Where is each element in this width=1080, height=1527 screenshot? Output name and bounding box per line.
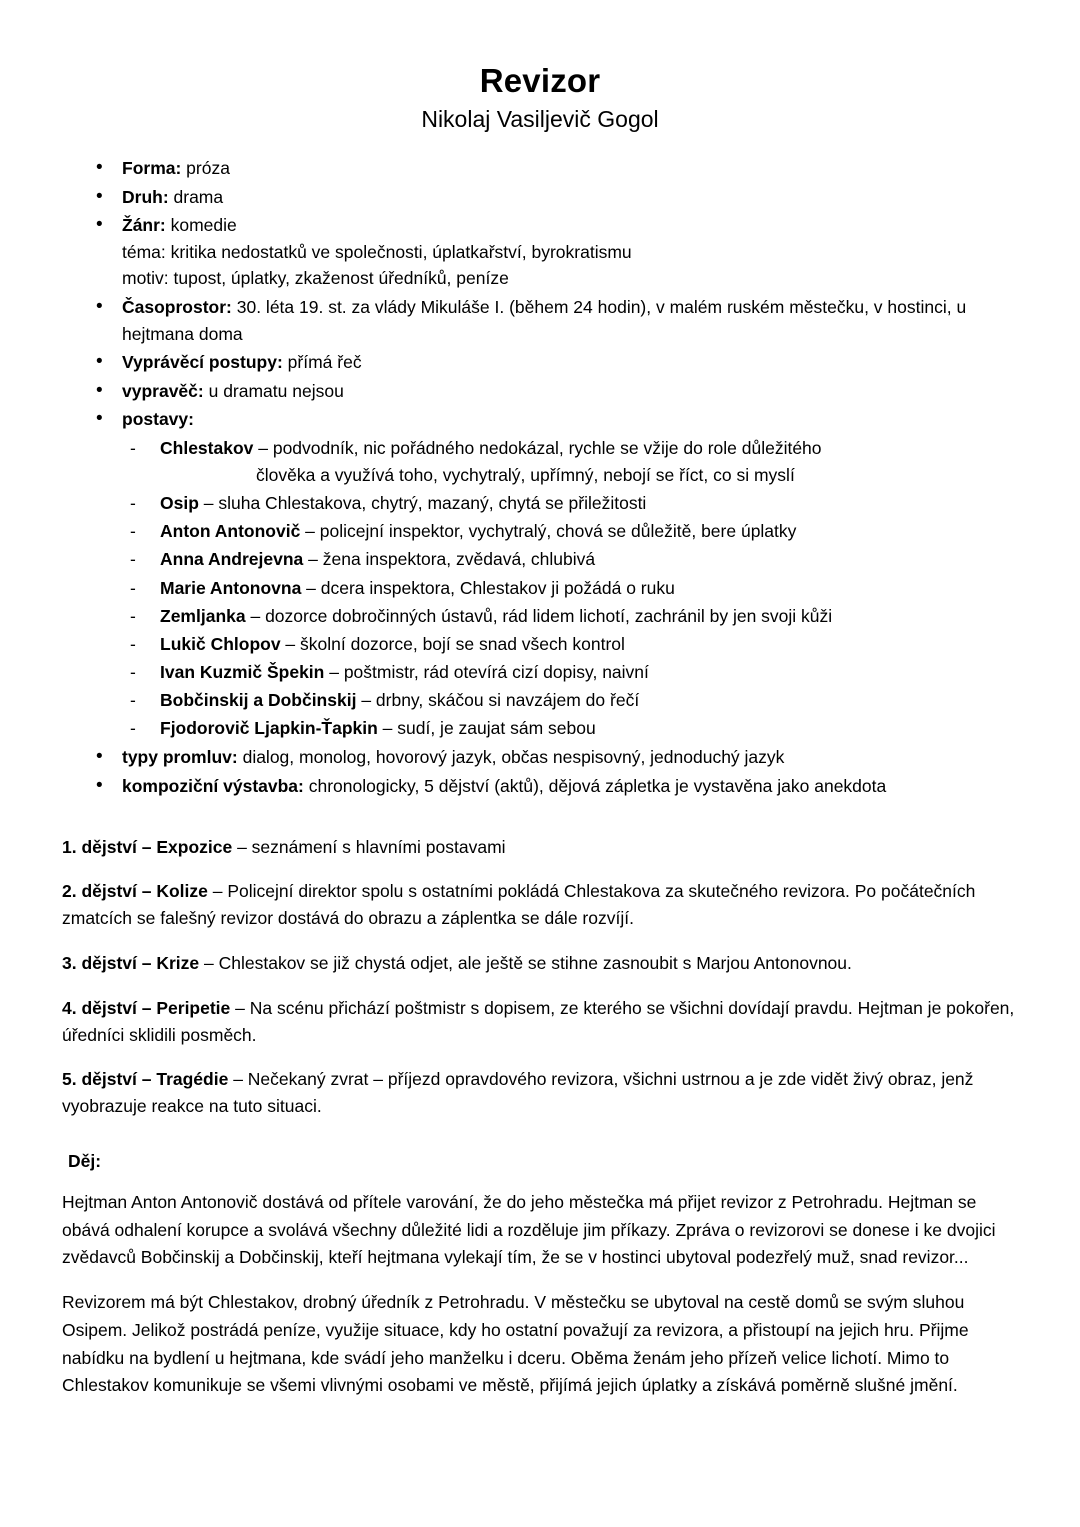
list-item	[62, 378, 1018, 405]
act-title: 5. dějství – Tragédie	[62, 1069, 229, 1090]
attribute-value: dialog, monolog, hovorový jazyk, občas nespisovný, jednoduchý jazyk	[237, 747, 785, 768]
character-name: Lukič Chlopov	[160, 633, 281, 654]
list-item	[62, 744, 1018, 771]
attributes-list	[62, 155, 1018, 800]
character-desc: – sluha Chlestakova, chytrý, mazaný, chytá se přiležitosti	[198, 493, 647, 514]
act-text: – Nečekaný zvrat – příjezd opravdového revizora, všichni ustrnou a je zde vidět živý obraz, jenž vyobrazuje reakce na tuto situaci.	[62, 1069, 974, 1117]
act-text: – Policejní direktor spolu s ostatními pokládá Chlestakova za skutečného revizora. Po počátečních zmatcích se falešný revizor dostává do obrazu a záplentka se dále rozvíjí.	[62, 881, 976, 929]
act-text: – Chlestakov se již chystá odjet, ale ještě se stihne zasnoubit s Marjou Antonovnou.	[199, 952, 852, 973]
character-desc: – školní dozorce, bojí se snad všech kontrol	[280, 633, 625, 654]
plot-paragraph: Revizorem má být Chlestakov, drobný úředník z Petrohradu. V městečku se ubytoval na cestě domů se svým sluhou Osipem. Jelikož postrádá peníze, využije situace, kdy ho ostatní považují za revizora, a přistoupí na jejich hru. Přijme nabídku na bydlení u hejtmana, kde svádí jeho manželku i dceru. Oběma ženám jeho přízeň velice lichotí. Mimo to Chlestakov komunikuje se všemi vlivnými osobami ve městě, přijímá jejich úplatky a získává poměrně slušné jmění.	[62, 1292, 969, 1396]
character-desc: – poštmistr, rád otevírá cizí dopisy, naivní	[324, 661, 649, 682]
attribute-value: próza	[181, 158, 230, 178]
attribute-value: 30. léta 19. st. za vlády Mikuláše I. (během 24 hodin), v malém ruském městečku, v hostinci, u hejtmana doma	[122, 296, 967, 344]
act-title: 4. dějství – Peripetie	[62, 997, 231, 1018]
character-desc: – sudí, je zaujat sám sebou	[377, 718, 596, 739]
attribute-extra-line: motiv: tupost, úplatky, zkaženost úředníků, peníze	[122, 268, 509, 289]
act-paragraph	[62, 950, 1018, 977]
act-text: – seznámení s hlavními postavami	[232, 836, 506, 857]
attribute-extra-line: téma: kritika nedostatků ve společnosti, úplatkařství, byrokratismu	[122, 241, 632, 262]
attribute-value: u dramatu nejsou	[203, 380, 344, 401]
character-name: Fjodorovič Ljapkin-Ťapkin	[160, 718, 378, 739]
attribute-value: chronologicky, 5 dějství (aktů), dějová zápletka je vystavěna jako anekdota	[303, 775, 887, 796]
character-name: Anton Antonovič	[160, 521, 301, 542]
character-name: Ivan Kuzmič Špekin	[160, 661, 325, 682]
character-name: Anna Andrejevna	[160, 549, 304, 570]
attribute-value: komedie	[165, 215, 237, 236]
character-name: Marie Antonovna	[160, 577, 302, 598]
list-item	[62, 773, 1018, 800]
character-name: Zemljanka	[160, 605, 246, 626]
list-item	[122, 490, 1018, 517]
attribute-label: postavy:	[122, 409, 194, 430]
acts-section	[62, 834, 1018, 1121]
list-item	[122, 715, 1018, 742]
act-title: 1. dějství – Expozice	[62, 836, 233, 857]
character-name: Osip	[160, 493, 199, 514]
act-title: 2. dějství – Kolize	[62, 881, 208, 902]
list-item	[122, 631, 1018, 658]
act-paragraph	[62, 878, 1018, 932]
list-item	[62, 349, 1018, 376]
act-text: – Na scénu přichází poštmistr s dopisem, ze kterého se všichni dovídají pravdu. Hejtman je pokořen, úředníci sklidili posměch.	[62, 997, 1015, 1045]
character-desc: – policejní inspektor, vychytralý, chová se důležitě, bere úplatky	[300, 521, 797, 542]
character-desc: – žena inspektora, zvědavá, chlubivá	[303, 549, 596, 570]
act-paragraph	[62, 1066, 1018, 1120]
document-author: Nikolaj Vasiljevič Gogol	[421, 106, 659, 132]
list-item	[62, 184, 1018, 211]
list-item	[122, 435, 1018, 489]
list-item	[122, 603, 1018, 630]
page-title: Revizor	[479, 62, 601, 99]
attribute-label: Vyprávěcí postupy:	[122, 352, 283, 373]
attribute-label: vypravěč:	[122, 380, 204, 401]
character-name: Chlestakov	[160, 437, 254, 458]
attribute-label: Forma:	[122, 158, 182, 178]
character-desc: – dozorce dobročinných ústavů, rád lidem lichotí, zachránil by jen svoji kůži	[245, 605, 833, 626]
act-title: 3. dějství – Krize	[62, 952, 200, 973]
list-item	[122, 546, 1018, 573]
list-item	[122, 518, 1018, 545]
plot-paragraph: Hejtman Anton Antonovič dostává od přítele varování, že do jeho městečka má přijet revizor z Petrohradu. Hejtman se obává odhalení korupce a svolává všechny důležité lidi a rozděluje jim příkazy. Zpráva o revizorovi se donese i ke dvojici zvědavců Bobčinskij a Dobčinskij, kteří hejtmana vylekají tím, že se v hostinci ubytoval podezřelý muž, snad revizor...	[62, 1192, 996, 1268]
character-desc: – drbny, skáčou si navzájem do řečí	[356, 690, 640, 711]
act-paragraph	[62, 834, 1018, 861]
list-item	[122, 575, 1018, 602]
list-item	[122, 687, 1018, 714]
character-desc: – dcera inspektora, Chlestakov ji požádá o ruku	[301, 577, 675, 598]
attribute-value: přímá řeč	[282, 352, 362, 373]
character-desc-continued: člověka a využívá toho, vychytralý, upřímný, nebojí se říct, co si myslí	[256, 465, 795, 486]
list-item	[122, 659, 1018, 686]
attribute-label: Druh:	[122, 186, 169, 207]
character-desc: – podvodník, nic pořádného nedokázal, rychle se vžije do role důležitého	[253, 437, 822, 458]
attribute-label: Žánr:	[122, 215, 166, 236]
attribute-label: typy promluv:	[122, 747, 238, 768]
list-item-postavy	[62, 406, 1018, 742]
list-item	[62, 155, 1018, 182]
character-name: Bobčinskij a Dobčinskij	[160, 690, 357, 711]
characters-list	[122, 435, 1018, 742]
plot-heading: Děj:	[68, 1150, 102, 1171]
attribute-label: Časoprostor:	[122, 296, 232, 317]
act-paragraph	[62, 995, 1018, 1049]
list-item	[62, 294, 1018, 347]
list-item	[62, 212, 1018, 292]
attribute-value: drama	[168, 186, 224, 207]
attribute-label: kompoziční výstavba:	[122, 775, 304, 796]
